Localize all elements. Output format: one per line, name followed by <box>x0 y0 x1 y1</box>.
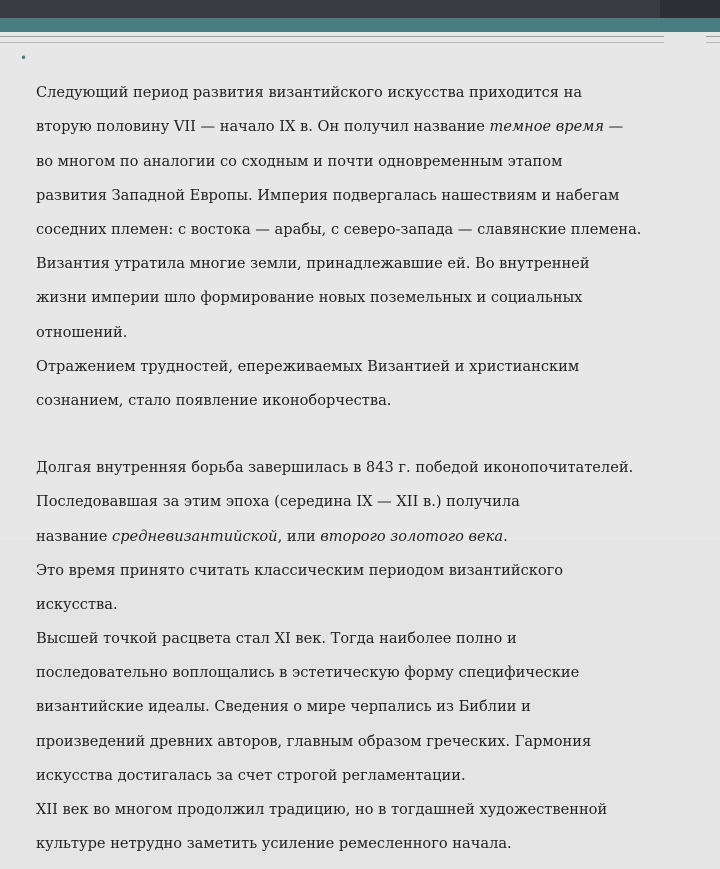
text-line: соседних племен: с востока — арабы, с северо-запада — славянские племена. <box>36 220 642 238</box>
text-run: , или <box>277 527 321 545</box>
header-band-dark <box>0 0 720 18</box>
text-run: название <box>36 527 113 545</box>
text-line: Долгая внутренняя борьба завершилась в 843 г. победой иконопочитателей. <box>36 459 634 477</box>
text-line: развития Западной Европы. Империя подвергалась нашествиям и набегам <box>36 186 620 204</box>
paragraph-middle-byzantine <box>20 442 692 869</box>
term-middle-byzantine: средневизантийской <box>112 527 278 545</box>
text-line: культуре нетрудно заметить усиление ремесленного начала. <box>36 835 512 853</box>
text-line: XII век во многом продолжил традицию, но в тогдашней художественной <box>36 801 608 819</box>
text-run: . <box>503 527 508 545</box>
text-line: последовательно воплощались в эстетическую форму специфические <box>36 664 580 682</box>
text-run: вторую половину VII — начало IX в. Он получил название <box>36 118 490 136</box>
slide-body <box>20 50 692 869</box>
text-line: произведений древних авторов, главным образом греческих. Гармония <box>36 732 592 750</box>
divider-line-short <box>706 36 720 37</box>
divider-line-secondary <box>0 42 664 43</box>
paragraph-byzantine-dark-age <box>20 50 692 426</box>
text-line: жизни империи шло формирование новых поземельных и социальных <box>36 289 583 307</box>
text-line <box>36 118 692 135</box>
text-line: искусства достигалась за счет строгой регламентации. <box>36 766 466 784</box>
divider-line <box>0 36 664 37</box>
text-line: Последовавшая за этим эпоха (середина IX — XII в.) получила <box>36 493 520 511</box>
text-line: византийские идеалы. Сведения о мире черпались из Библии и <box>36 698 531 716</box>
text-line: отношений. <box>36 323 128 341</box>
text-line <box>36 528 692 545</box>
text-line: искусства. <box>36 595 118 613</box>
bullet-icon: • <box>20 51 28 65</box>
text-run: — <box>604 118 624 136</box>
text-line: Следующий период развития византийского искусства приходится на <box>36 84 583 102</box>
text-line: Это время принято считать классическим периодом византийского <box>36 561 564 579</box>
header-band-teal <box>0 18 720 32</box>
term-second-golden-age: второго золотого века <box>320 527 504 545</box>
text-line: во многом по аналогии со сходным и почти одновременным этапом <box>36 152 563 170</box>
text-line: сознанием, стало появление иконоборчества. <box>36 391 392 409</box>
header-band-corner <box>660 0 720 18</box>
text-line: Византия утратила многие земли, принадлежавшие ей. Во внутренней <box>36 255 590 273</box>
divider-line-secondary-short <box>706 42 720 43</box>
text-line: Отражением трудностей, епереживаемых Византией и христианским <box>36 357 580 375</box>
term-dark-age: темное время <box>489 118 605 136</box>
text-line: Высшей точкой расцвета стал XI век. Тогда наиболее полно и <box>36 630 517 648</box>
